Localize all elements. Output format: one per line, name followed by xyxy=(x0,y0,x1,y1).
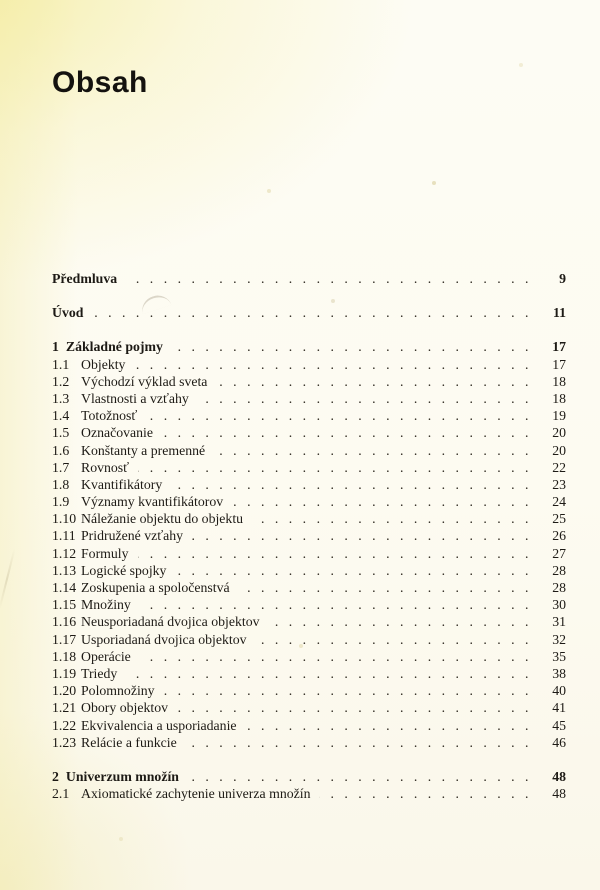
toc-entry xyxy=(52,648,566,665)
dot-leader xyxy=(164,682,532,699)
toc-entry-page-number: 48 xyxy=(552,768,566,784)
toc-entry-page-number: 9 xyxy=(559,271,566,286)
dot-leader xyxy=(198,390,532,407)
toc-entry-title: Zoskupenia a spoločenstvá xyxy=(81,580,230,595)
toc-entry-number: 1.12 xyxy=(52,545,77,561)
toc-entry xyxy=(52,493,566,510)
toc-entry-page-number: 25 xyxy=(552,511,566,527)
toc-entry-number: 1.19 xyxy=(52,665,77,681)
dot-leader xyxy=(232,493,532,510)
dot-leader xyxy=(162,424,532,441)
toc-entry-page-number: 27 xyxy=(552,545,566,561)
toc-entry xyxy=(52,373,566,390)
toc-entry-title: Ekvivalencia a usporiadanie xyxy=(81,717,237,733)
toc-entry-page-number: 11 xyxy=(552,305,566,321)
dot-leader xyxy=(216,373,532,390)
toc-entry-page-number: 41 xyxy=(552,700,566,716)
toc-entry-number: 1.3 xyxy=(52,390,70,406)
dot-leader xyxy=(256,631,532,648)
dot-leader xyxy=(319,785,532,802)
toc-entry-page-number: 31 xyxy=(552,614,566,630)
toc-entry xyxy=(52,734,566,751)
toc-entry-title: Významy kvantifikátorov xyxy=(81,494,224,510)
toc-entry-title: Náležanie objektu do objektu xyxy=(81,511,244,527)
toc-entry-page-number: 40 xyxy=(552,683,566,699)
toc-entry xyxy=(52,459,566,476)
toc-entry-number: 1.14 xyxy=(52,580,77,595)
toc-entry-page-number: 18 xyxy=(552,390,566,406)
toc-entry-number: 1.22 xyxy=(52,717,77,733)
toc-entry xyxy=(52,510,566,527)
toc-entry xyxy=(52,717,566,734)
toc-entry xyxy=(52,424,566,441)
dot-leader xyxy=(146,407,532,424)
toc-entry-title: Relácie a funkcie xyxy=(81,734,177,750)
toc-entry xyxy=(52,476,566,493)
toc-entry xyxy=(52,356,566,373)
toc-entry-page-number: 35 xyxy=(552,648,566,664)
toc-entry-title: Východzí výklad sveta xyxy=(81,373,208,389)
toc-entry-title: Usporiadaná dvojica objektov xyxy=(81,631,247,647)
toc-entry-page-number: 32 xyxy=(552,631,566,647)
toc-entry-page-number: 20 xyxy=(552,425,566,441)
dot-leader xyxy=(252,510,532,527)
table-of-contents xyxy=(52,270,566,802)
toc-entry-number: 1.1 xyxy=(52,356,70,372)
toc-entry-title: Předmluva xyxy=(52,271,118,286)
dot-leader xyxy=(92,304,532,321)
toc-entry-number: 2.1 xyxy=(52,786,70,802)
toc-entry xyxy=(52,613,566,630)
toc-entry-title: Univerzum množín xyxy=(65,768,179,784)
dot-leader xyxy=(140,648,532,665)
toc-entry-number: 1.17 xyxy=(52,631,77,647)
dot-leader xyxy=(177,699,532,716)
toc-entry-title: Polomnožiny xyxy=(81,683,155,699)
toc-entry-title: Obory objektov xyxy=(81,700,168,716)
toc-entry xyxy=(52,768,566,785)
toc-entry-number: 2 xyxy=(52,768,59,784)
toc-entry-title: Operácie xyxy=(81,648,131,664)
toc-entry-title: Kvantifikátory xyxy=(81,476,163,492)
toc-entry-page-number: 45 xyxy=(552,717,566,733)
toc-entry xyxy=(52,545,566,562)
dot-leader xyxy=(186,734,532,751)
toc-entry xyxy=(52,270,566,287)
toc-entry-title: Vlastnosti a vzťahy xyxy=(81,390,189,406)
toc-entry-page-number: 23 xyxy=(552,476,566,492)
toc-entry-page-number: 22 xyxy=(552,459,566,475)
toc-entry-page-number: 24 xyxy=(552,494,566,510)
toc-entry-title: Pridružené vzťahy xyxy=(81,528,184,544)
toc-entry-page-number: 48 xyxy=(552,786,566,802)
toc-entry xyxy=(52,442,566,459)
dot-leader xyxy=(175,562,532,579)
toc-entry-title: Neusporiadaná dvojica objektov xyxy=(81,614,260,630)
toc-entry xyxy=(52,527,566,544)
dot-leader xyxy=(214,442,532,459)
dot-leader xyxy=(172,338,532,355)
toc-entry-title: Úvod xyxy=(52,305,84,321)
toc-entry-number: 1.4 xyxy=(52,408,70,424)
dot-leader xyxy=(126,665,532,682)
toc-entry-page-number: 30 xyxy=(552,597,566,613)
toc-entry-number: 1.15 xyxy=(52,597,77,613)
toc-entry xyxy=(52,665,566,682)
toc-entry-title: Logické spojky xyxy=(81,562,167,578)
toc-entry-number: 1.20 xyxy=(52,683,77,699)
toc-entry-number: 1.18 xyxy=(52,648,77,664)
toc-entry-title: Konštanty a premenné xyxy=(81,442,206,458)
toc-entry xyxy=(52,390,566,407)
toc-entry-number: 1.6 xyxy=(52,442,70,458)
toc-entry-number: 1.16 xyxy=(52,614,77,630)
toc-entry-page-number: 20 xyxy=(552,442,566,458)
toc-entry xyxy=(52,785,566,802)
toc-entry xyxy=(52,596,566,613)
toc-entry-title: Rovnosť xyxy=(81,459,130,475)
dot-leader xyxy=(126,270,532,287)
toc-entry-title: Objekty xyxy=(81,356,126,372)
toc-entry-page-number: 38 xyxy=(552,665,566,681)
dot-leader xyxy=(239,579,532,596)
toc-entry xyxy=(52,407,566,424)
toc-entry xyxy=(52,699,566,716)
paper-specks xyxy=(0,0,2,2)
toc-entry xyxy=(52,562,566,579)
toc-entry-page-number: 17 xyxy=(552,339,566,355)
dot-leader xyxy=(246,717,532,734)
page-title: Obsah xyxy=(52,66,148,99)
toc-entry-page-number: 26 xyxy=(552,528,566,544)
toc-entry xyxy=(52,579,566,596)
toc-entry-title: Totožnosť xyxy=(81,408,138,424)
toc-entry-page-number: 19 xyxy=(552,408,566,424)
toc-entry-page-number: 28 xyxy=(552,562,566,578)
toc-entry-title: Triedy xyxy=(81,665,118,681)
toc-entry-number: 1 xyxy=(52,339,59,355)
toc-entry-number: 1.8 xyxy=(52,476,70,492)
scan-crease-mark-bottom xyxy=(0,549,15,610)
toc-entry xyxy=(52,682,566,699)
dot-leader xyxy=(140,596,532,613)
toc-entry-number: 1.21 xyxy=(52,700,77,716)
toc-entry-number: 1.23 xyxy=(52,734,77,750)
toc-entry-title: Množiny xyxy=(81,597,131,613)
dot-leader xyxy=(138,545,532,562)
dot-leader xyxy=(134,356,532,373)
toc-entry-number: 1.5 xyxy=(52,425,70,441)
dot-leader xyxy=(269,613,532,630)
dot-leader xyxy=(192,527,532,544)
toc-entry-title: Označovanie xyxy=(81,425,154,441)
dot-leader xyxy=(138,459,532,476)
toc-entry-page-number: 17 xyxy=(552,356,566,372)
toc-entry-number: 1.7 xyxy=(52,459,70,475)
toc-entry-title: Formuly xyxy=(81,545,129,561)
toc-entry xyxy=(52,304,566,321)
toc-entry-number: 1.13 xyxy=(52,562,77,578)
toc-entry-number: 1.10 xyxy=(52,511,77,527)
toc-entry-page-number: 46 xyxy=(552,734,566,750)
dot-leader xyxy=(188,768,532,785)
toc-entry-title: Axiomatické zachytenie univerza množín xyxy=(81,786,311,802)
toc-entry-page-number: 28 xyxy=(552,580,566,595)
toc-entry xyxy=(52,338,566,355)
toc-entry-title: Základné pojmy xyxy=(65,339,163,355)
toc-entry-number: 1.11 xyxy=(52,528,76,544)
toc-entry-number: 1.2 xyxy=(52,373,70,389)
toc-entry xyxy=(52,631,566,648)
toc-entry-number: 1.9 xyxy=(52,494,70,510)
dot-leader xyxy=(171,476,532,493)
toc-entry-page-number: 18 xyxy=(552,373,566,389)
